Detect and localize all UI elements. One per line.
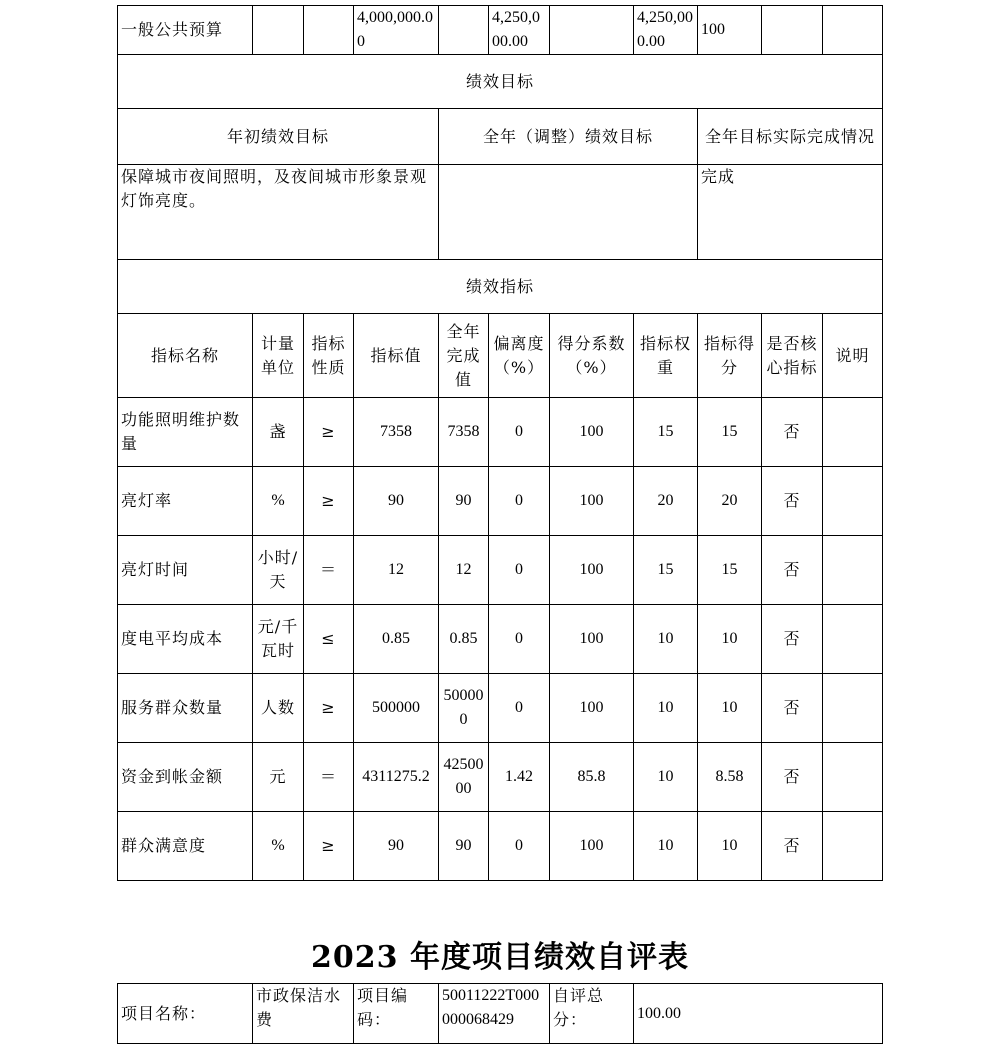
- indicator-target: 500000: [354, 674, 439, 743]
- table-row: [118, 743, 883, 812]
- indicator-deviation: 0: [489, 398, 550, 467]
- goals-adjusted-value: [439, 165, 698, 260]
- header-target: 指标值: [354, 314, 439, 398]
- budget-cell: [762, 6, 823, 55]
- indicator-coefficient: 100: [550, 674, 634, 743]
- indicator-score: 10: [698, 812, 762, 881]
- indicator-actual: 90: [439, 467, 489, 536]
- indicator-unit: %: [253, 812, 304, 881]
- indicator-core: 否: [762, 536, 823, 605]
- indicator-actual: 500000: [439, 674, 489, 743]
- indicator-actual: 7358: [439, 398, 489, 467]
- indicator-score: 8.58: [698, 743, 762, 812]
- indicator-target: 90: [354, 812, 439, 881]
- budget-cell: 4,250,000.00: [634, 6, 698, 55]
- table-row: [118, 812, 883, 881]
- indicator-core: 否: [762, 467, 823, 536]
- indicator-nature: ≤: [304, 605, 354, 674]
- indicator-deviation: 0: [489, 467, 550, 536]
- indicators-header-row: [118, 314, 883, 398]
- indicator-note: [823, 812, 883, 881]
- indicator-unit: %: [253, 467, 304, 536]
- indicator-coefficient: 100: [550, 605, 634, 674]
- budget-row: [118, 6, 883, 55]
- indicator-score: 15: [698, 536, 762, 605]
- indicator-name: 功能照明维护数量: [118, 398, 253, 467]
- indicator-target: 0.85: [354, 605, 439, 674]
- indicator-coefficient: 100: [550, 812, 634, 881]
- goals-header-actual: 全年目标实际完成情况: [698, 109, 883, 165]
- indicator-target: 4311275.2: [354, 743, 439, 812]
- indicator-nature: ＝: [304, 536, 354, 605]
- header-core: 是否核心指标: [762, 314, 823, 398]
- indicator-score: 10: [698, 674, 762, 743]
- project-code-value: 50011222T000000068429: [439, 984, 550, 1044]
- table-row: [118, 536, 883, 605]
- self-score-value: 100.00: [634, 984, 883, 1044]
- indicator-core: 否: [762, 812, 823, 881]
- project-info-table: [117, 983, 883, 1044]
- indicator-deviation: 1.42: [489, 743, 550, 812]
- budget-cell: [823, 6, 883, 55]
- header-score: 指标得分: [698, 314, 762, 398]
- performance-table: [117, 5, 883, 881]
- indicator-deviation: 0: [489, 605, 550, 674]
- indicator-core: 否: [762, 605, 823, 674]
- goals-header-adjusted: 全年（调整）绩效目标: [439, 109, 698, 165]
- indicator-note: [823, 536, 883, 605]
- indicator-weight: 15: [634, 536, 698, 605]
- header-note: 说明: [823, 314, 883, 398]
- budget-cell: [253, 6, 304, 55]
- page-title: 2023 年度项目绩效自评表: [311, 940, 689, 975]
- header-deviation: 偏离度（%）: [489, 314, 550, 398]
- indicator-unit: 人数: [253, 674, 304, 743]
- self-score-label: 自评总分：: [550, 984, 634, 1044]
- budget-cell: [439, 6, 489, 55]
- indicator-nature: ≥: [304, 812, 354, 881]
- indicator-actual: 4250000: [439, 743, 489, 812]
- indicator-name: 度电平均成本: [118, 605, 253, 674]
- indicator-deviation: 0: [489, 674, 550, 743]
- indicator-note: [823, 605, 883, 674]
- indicator-deviation: 0: [489, 536, 550, 605]
- indicator-weight: 10: [634, 605, 698, 674]
- goals-section-title: 绩效目标: [118, 55, 883, 109]
- indicator-score: 10: [698, 605, 762, 674]
- header-indicator-name: 指标名称: [118, 314, 253, 398]
- indicator-note: [823, 467, 883, 536]
- budget-cell: 4,000,000.00: [354, 6, 439, 55]
- indicator-core: 否: [762, 398, 823, 467]
- project-code-label: 项目编码：: [354, 984, 439, 1044]
- header-actual: 全年完成值: [439, 314, 489, 398]
- header-nature: 指标性质: [304, 314, 354, 398]
- indicator-coefficient: 85.8: [550, 743, 634, 812]
- indicator-score: 20: [698, 467, 762, 536]
- indicator-weight: 10: [634, 743, 698, 812]
- indicator-nature: ≥: [304, 674, 354, 743]
- indicator-core: 否: [762, 743, 823, 812]
- table-row: [118, 605, 883, 674]
- indicator-name: 亮灯率: [118, 467, 253, 536]
- indicator-unit: 元/千瓦时: [253, 605, 304, 674]
- indicator-target: 90: [354, 467, 439, 536]
- goals-initial-value: 保障城市夜间照明，及夜间城市形象景观灯饰亮度。: [118, 165, 439, 260]
- goals-actual-value: 完成: [698, 165, 883, 260]
- indicator-target: 12: [354, 536, 439, 605]
- indicator-nature: ≥: [304, 467, 354, 536]
- indicators-section-title: 绩效指标: [118, 260, 883, 314]
- indicator-name: 群众满意度: [118, 812, 253, 881]
- indicator-coefficient: 100: [550, 398, 634, 467]
- indicator-name: 亮灯时间: [118, 536, 253, 605]
- indicator-actual: 0.85: [439, 605, 489, 674]
- table-row: [118, 674, 883, 743]
- indicator-note: [823, 674, 883, 743]
- indicator-coefficient: 100: [550, 536, 634, 605]
- indicator-note: [823, 398, 883, 467]
- project-info-row: [118, 984, 883, 1044]
- indicator-nature: ≥: [304, 398, 354, 467]
- budget-cell: [550, 6, 634, 55]
- table-row: [118, 467, 883, 536]
- indicator-name: 资金到帐金额: [118, 743, 253, 812]
- header-weight: 指标权重: [634, 314, 698, 398]
- indicator-weight: 20: [634, 467, 698, 536]
- budget-cell: 4,250,000.00: [489, 6, 550, 55]
- indicator-target: 7358: [354, 398, 439, 467]
- budget-cell: 100: [698, 6, 762, 55]
- indicator-name: 服务群众数量: [118, 674, 253, 743]
- indicator-unit: 小时/天: [253, 536, 304, 605]
- header-score-coefficient: 得分系数（%）: [550, 314, 634, 398]
- indicator-core: 否: [762, 674, 823, 743]
- goals-header-initial: 年初绩效目标: [118, 109, 439, 165]
- header-unit: 计量单位: [253, 314, 304, 398]
- indicator-unit: 盏: [253, 398, 304, 467]
- indicator-note: [823, 743, 883, 812]
- table-row: [118, 398, 883, 467]
- indicator-score: 15: [698, 398, 762, 467]
- budget-label: 一般公共预算: [118, 6, 253, 55]
- indicator-actual: 12: [439, 536, 489, 605]
- indicator-weight: 10: [634, 812, 698, 881]
- indicator-coefficient: 100: [550, 467, 634, 536]
- indicator-actual: 90: [439, 812, 489, 881]
- indicator-nature: ＝: [304, 743, 354, 812]
- indicator-weight: 15: [634, 398, 698, 467]
- project-name-value: 市政保洁水费: [253, 984, 354, 1044]
- budget-cell: [304, 6, 354, 55]
- indicator-unit: 元: [253, 743, 304, 812]
- indicator-weight: 10: [634, 674, 698, 743]
- project-name-label: 项目名称：: [118, 984, 253, 1044]
- indicator-deviation: 0: [489, 812, 550, 881]
